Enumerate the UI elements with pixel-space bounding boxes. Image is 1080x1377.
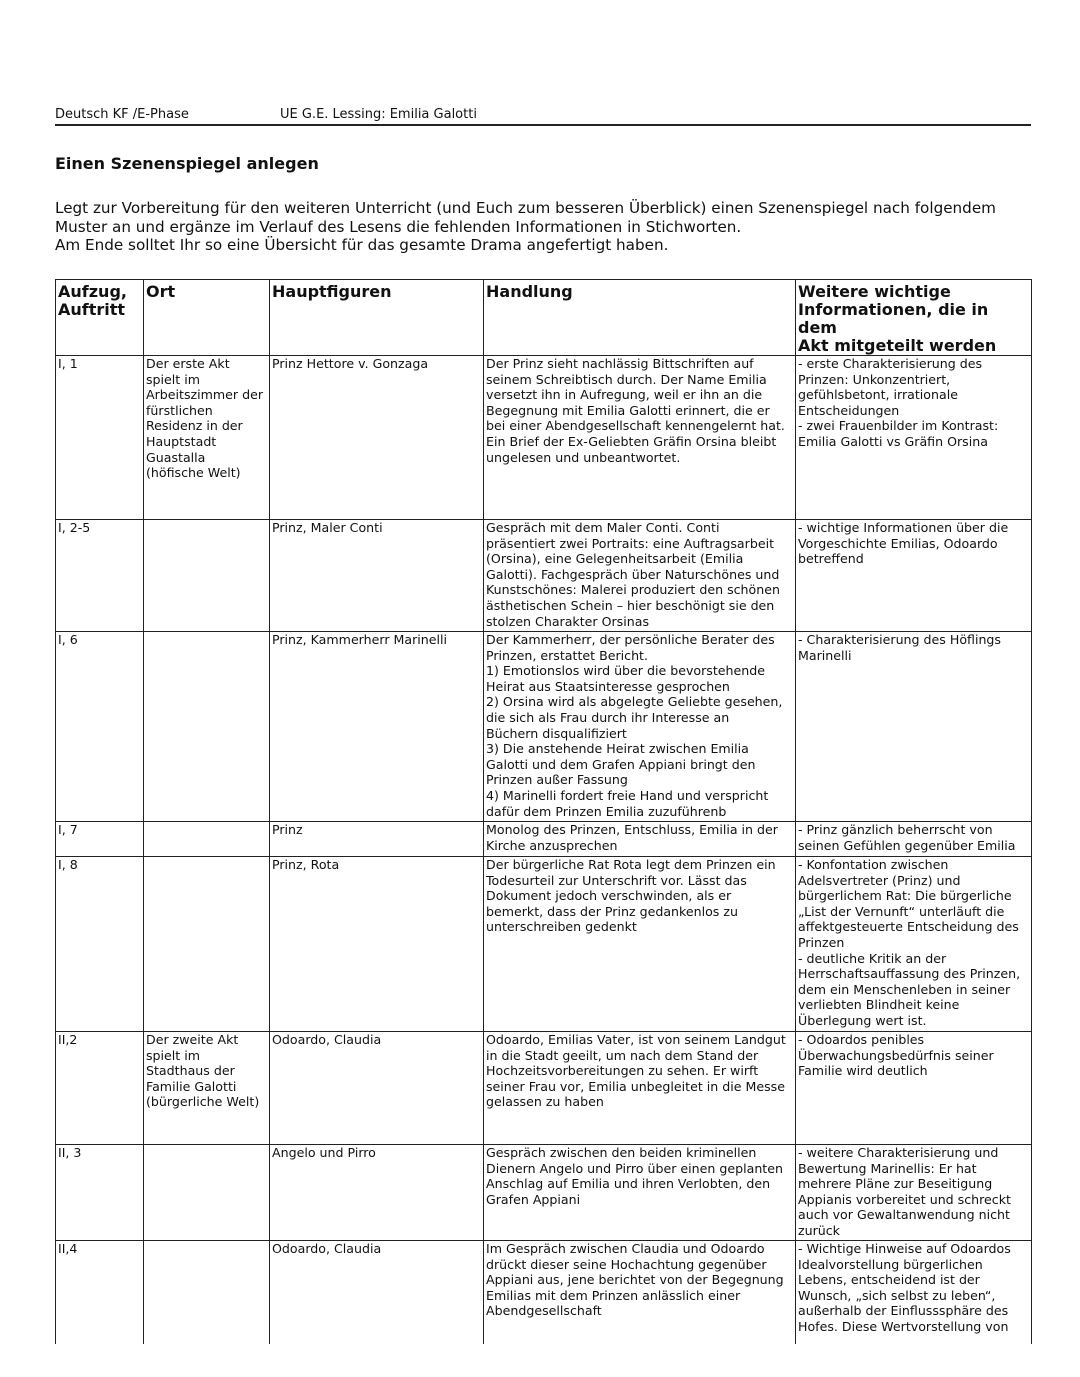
table-row [56,822,1032,857]
cell-infos: - weitere Charakterisierung und Bewertung Marinellis: Er hat mehrere Pläne zur Beseitigung Appianis vorbereitet und schreckt auch vor Gewaltanwendung nicht zurück [796,1145,1032,1241]
intro-text [55,199,1035,255]
cell-handlung: Der Prinz sieht nachlässig Bittschriften auf seinem Schreibtisch durch. Der Name Emilia versetzt ihn in Aufregung, weil er ihn an die Begegnung mit Emilia Galotti erinnert, die er bei einer Abendgesellschaft kennengelernt hat. Ein Brief der Ex-Geliebten Gräfin Orsina bleibt ungelesen und unbeantwortet. [484,356,796,520]
cell-aufzug: I, 6 [56,632,144,822]
page-title: Einen Szenenspiegel anlegen [55,154,319,173]
cell-infos: - wichtige Informationen über die Vorgeschichte Emilias, Odoardo betreffend [796,520,1032,632]
cell-figuren: Prinz, Rota [270,857,484,1032]
cell-ort [144,1145,270,1241]
cell-aufzug: I, 7 [56,822,144,857]
cell-handlung: Gespräch zwischen den beiden kriminellen Dienern Angelo und Pirro über einen geplanten Anschlag auf Emilia und ihren Verlobten, den Grafen Appiani [484,1145,796,1241]
table-row [56,1145,1032,1241]
cell-infos: - Konfontation zwischen Adelsvertreter (Prinz) und bürgerlichem Rat: Die bürgerliche „List der Vernunft“ unterläuft die affektgesteuerte Entscheidung des Prinzen - deutliche Kritik an der Herrschaftsauffassung des Prinzen, dem ein Menschenleben in seiner verliebten Blindheit keine Überlegung wert ist. [796,857,1032,1032]
cell-aufzug: I, 2-5 [56,520,144,632]
unit-label: UE G.E. Lessing: Emilia Galotti [280,107,477,122]
cell-aufzug: II, 3 [56,1145,144,1241]
table-row [56,857,1032,1032]
cell-ort: Der erste Akt spielt im Arbeitszimmer der fürstlichen Residenz in der Hauptstadt Guastalla (höfische Welt) [144,356,270,520]
cell-handlung: Im Gespräch zwischen Claudia und Odoardo drückt dieser seine Hochachtung gegenüber Appiani aus, jene berichtet von der Begegnung Emilias mit dem Prinzen anlässlich einer Abendgesellschaft [484,1241,796,1344]
cell-handlung: Gespräch mit dem Maler Conti. Conti präsentiert zwei Portraits: eine Auftragsarbeit (Orsina), eine Gelegenheitsarbeit (Emilia Galotti). Fachgespräch über Naturschönes und Kunstschönes: Malerei produziert den schönen ästhetischen Schein – hier beschönigt sie den stolzen Charakter Orsinas [484,520,796,632]
header-handlung: Handlung [484,280,796,356]
cell-ort [144,1241,270,1344]
cell-infos: - Odoardos penibles Überwachungsbedürfnis seiner Familie wird deutlich [796,1032,1032,1145]
cell-infos: - erste Charakterisierung des Prinzen: Unkonzentriert, gefühlsbetont, irrationale Entscheidungen - zwei Frauenbilder im Kontrast: Emilia Galotti vs Gräfin Orsina [796,356,1032,520]
header-ort: Ort [144,280,270,356]
table-row [56,356,1032,520]
page-header [55,106,1031,126]
cell-figuren: Angelo und Pirro [270,1145,484,1241]
table-header-row [56,280,1032,356]
cell-figuren: Prinz [270,822,484,857]
cell-ort [144,520,270,632]
cell-figuren: Prinz Hettore v. Gonzaga [270,356,484,520]
cell-ort [144,857,270,1032]
table-row [56,1241,1032,1344]
cell-infos: - Prinz gänzlich beherrscht von seinen Gefühlen gegenüber Emilia [796,822,1032,857]
table-row [56,1032,1032,1145]
cell-handlung: Der bürgerliche Rat Rota legt dem Prinzen ein Todesurteil zur Unterschrift vor. Lässt das Dokument jedoch verschwinden, als er bemerkt, dass der Prinz gedankenlos zu unterschreiben gedenkt [484,857,796,1032]
szenenspiegel-table [55,279,1032,1344]
cell-aufzug: II,4 [56,1241,144,1344]
cell-ort [144,822,270,857]
cell-ort [144,632,270,822]
cell-aufzug: I, 1 [56,356,144,520]
course-label: Deutsch KF /E-Phase [55,107,189,122]
cell-figuren: Odoardo, Claudia [270,1032,484,1145]
cell-ort: Der zweite Akt spielt im Stadthaus der Familie Galotti (bürgerliche Welt) [144,1032,270,1145]
cell-figuren: Odoardo, Claudia [270,1241,484,1344]
cell-figuren: Prinz, Maler Conti [270,520,484,632]
cell-handlung: Monolog des Prinzen, Entschluss, Emilia in der Kirche anzusprechen [484,822,796,857]
table-row [56,520,1032,632]
intro-line-3: Am Ende solltet Ihr so eine Übersicht für das gesamte Drama angefertigt haben. [55,236,669,254]
header-figuren: Hauptfiguren [270,280,484,356]
cell-aufzug: II,2 [56,1032,144,1145]
table-row [56,632,1032,822]
intro-line-2: Muster an und ergänze im Verlauf des Lesens die fehlenden Informationen in Stichworten. [55,217,742,236]
cell-handlung: Der Kammerherr, der persönliche Berater des Prinzen, erstattet Bericht. 1) Emotionslos wird über die bevorstehende Heirat aus Staatsinteresse gesprochen 2) Orsina wird als abgelegte Geliebte gesehen, die sich als Frau durch ihr Interesse an Büchern disqualifiziert 3) Die anstehende Heirat zwischen Emilia Galotti und dem Grafen Appiani bringt den Prinzen außer Fassung 4) Marinelli fordert freie Hand und verspricht dafür dem Prinzen Emilia zuzuführenb [484,632,796,822]
cell-aufzug: I, 8 [56,857,144,1032]
cell-handlung: Odoardo, Emilias Vater, ist von seinem Landgut in die Stadt geeilt, um nach dem Stand der Hochzeitsvorbereitungen zu sehen. Er wirft seiner Frau vor, Emilia unbegleitet in die Messe gelassen zu haben [484,1032,796,1145]
header-aufzug: Aufzug, Auftritt [56,280,144,356]
cell-figuren: Prinz, Kammerherr Marinelli [270,632,484,822]
intro-line-1: Legt zur Vorbereitung für den weiteren Unterricht (und Euch zum besseren Überblick) einen Szenenspiegel nach folgendem [55,199,996,217]
cell-infos: - Charakterisierung des Höflings Marinelli [796,632,1032,822]
cell-infos: - Wichtige Hinweise auf Odoardos Idealvorstellung bürgerlichen Lebens, entscheidend ist der Wunsch, „sich selbst zu leben“, außerhalb der Einflusssphäre des Hofes. Diese Wertvorstellung von [796,1241,1032,1344]
header-infos: Weitere wichtige Informationen, die in dem Akt mitgeteilt werden [796,280,1032,356]
